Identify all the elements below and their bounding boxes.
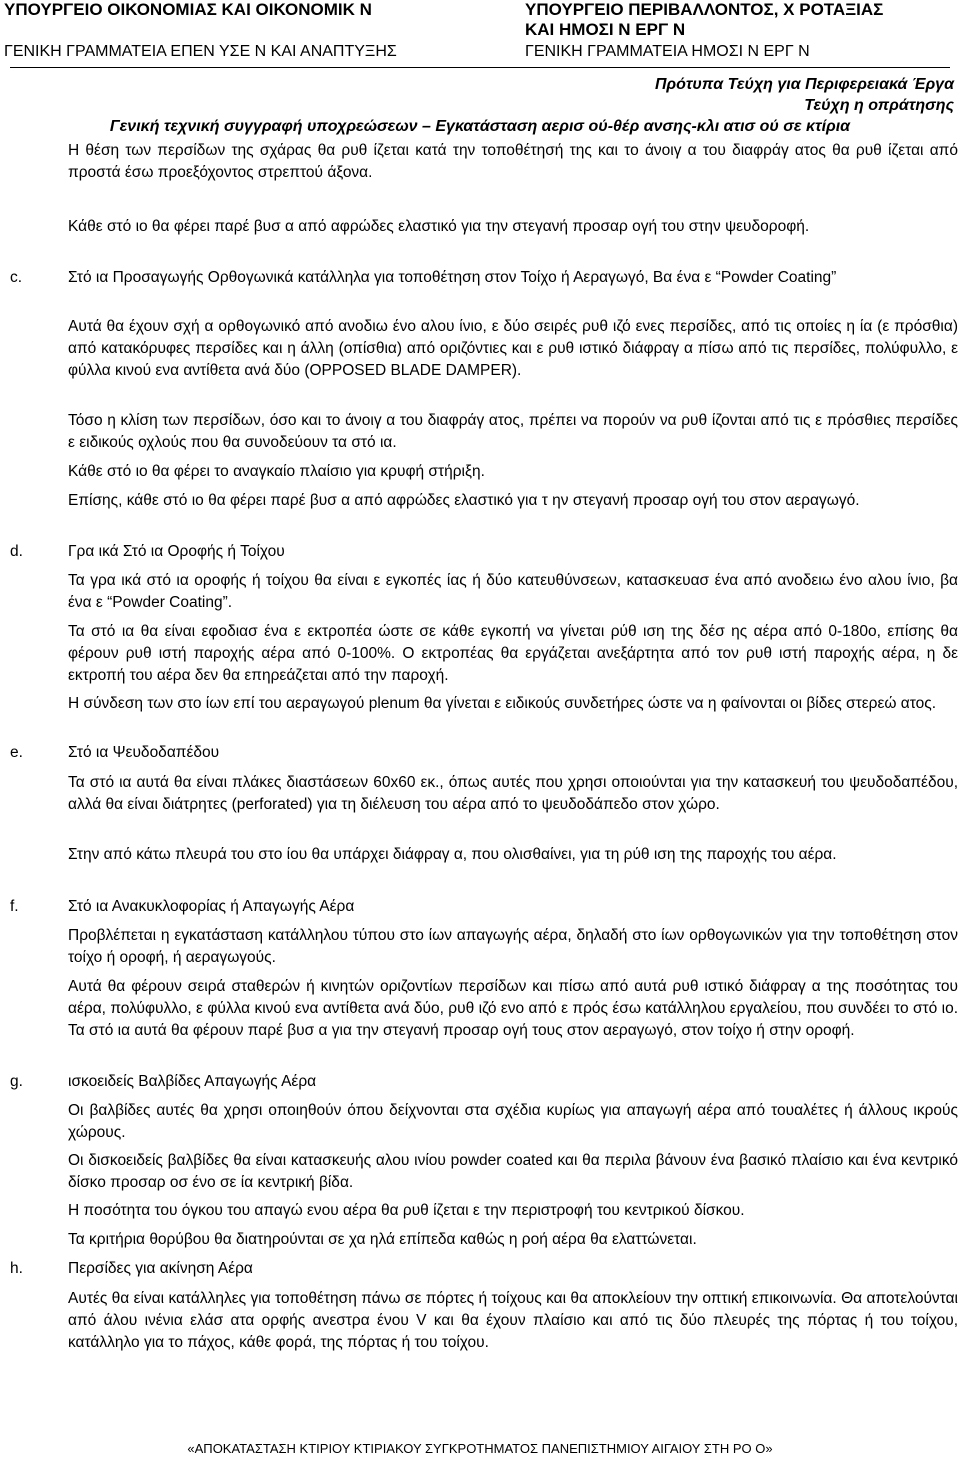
section-c-paragraph-3: Κάθε στό ιο θα φέρει το αναγκαίο πλαίσιο για κρυφή στήριξη. (68, 463, 485, 480)
section-f-title: Στό ια Ανακυκλοφορίας ή Απαγωγής Αέρα (68, 898, 355, 915)
page-footer: «ΑΠΟΚΑΤΑΣΤΑΣΗ ΚΤΙΡΙΟΥ ΚΤΙΡΙΑΚΟΥ ΣΥΓΚΡΟΤΗΜΑΤΟΣ ΠΑΝΕΠΙΣΤΗΜΙΟΥ ΑΙΓΑΙΟΥ ΣΤΗ ΡΟ Ο» (187, 1441, 773, 1456)
section-g-paragraph-4: Τα κριτήρια θορύβου θα διατηρούνται σε χα ηλά επίπεδα καθώς η ροή αέρα θα ελαττώνεται. (68, 1231, 697, 1248)
section-d-marker: d. (10, 543, 23, 560)
volume-title: Τεύχη η οπράτησης (804, 97, 954, 114)
section-h-paragraph-1: Αυτές θα είναι κατάλληλες για τοποθέτηση πάνω σε πόρτες ή τοίχους και θα αποκλείουν την οπτική επικοινωνία. Θα αποτελούνται από άλου ινένια ελάσ ατα ορφής ανεστρα ένου V και θα έχουν πλαίσιο και από τις δύο πλευρές της πόρτας ή του τοίχου, κατάλληλο για το πάχος, κάθε φορά, της πόρτας ή του τοίχου. (68, 1290, 958, 1351)
left-ministry-title: ΥΠΟΥΡΓΕΙΟ ΟΙΚΟΝΟΜΙΑΣ ΚΑΙ ΟΙΚΟΝΟΜΙΚ Ν (4, 0, 372, 19)
document-title: Γενική τεχνική συγγραφή υποχρεώσεων – Εγκατάσταση αερισ ού-θέρ ανσης-κλι ατισ ού σε κτίρια (109, 118, 851, 135)
section-f-paragraph-2: Αυτά θα φέρουν σειρά σταθερών ή κινητών οριζοντίων περσίδων και πίσω από αυτά ρυθ ιστικό διάφραγ α της ποσότητας του αέρα, πολύφυλλο, ε φύλλα κινού ενα αντίθετα ανά δύο, ρυθ ιζό ενο από ε πρός έσω κατάλληλου εργαλείου, που συνδέει το στό ιο. Τα στό ια αυτά θα φέρουν παρέ βυσ α για την στεγανή προσαρ ογή τους στον αεραγωγό, στον τοίχο ή στην οροφή. (68, 978, 958, 1039)
section-h-title: Περσίδες για ακίνηση Αέρα (68, 1260, 253, 1277)
section-d-title: Γρα ικά Στό ια Οροφής ή Τοίχου (68, 543, 285, 560)
section-g-title: ισκοειδείς Βαλβίδες Απαγωγής Αέρα (68, 1073, 317, 1090)
section-f-paragraph-1: Προβλέπεται η εγκατάσταση κατάλληλου τύπου στο ίων απαγωγής αέρα, δηλαδή στο ίων ορθογωνικών για την τοποθέτηση στον τοίχο ή οροφή, ή αεραγωγούς. (68, 927, 958, 966)
section-c-marker: c. (10, 269, 23, 286)
section-d-paragraph-2: Τα στό ια θα είναι εφοδιασ ένα ε εκτροπέα ώστε σε κάθε εγκοπή να γίνεται ρύθ ιση της δέσ ης αέρα από 0-180ο, επίσης θα φέρουν ρυθ ιστή παροχής αέρα από 0-100%. Ο εκτροπέας θα εργάζεται ανεξάρτητα από τον ρυθ ιστή παροχής αέρα, η δε εκτροπή του αέρα δεν θα επηρεάζεται από την παροχή. (68, 623, 958, 684)
intro-paragraph-2: Κάθε στό ιο θα φέρει παρέ βυσ α από αφρώδες ελαστικό για την στεγανή προσαρ ογή του στην ψευδοροφή. (68, 218, 810, 235)
section-c-title: Στό ια Προσαγωγής Ορθογωνικά κατάλληλα για τοποθέτηση στον Τοίχο ή Αεραγωγό, Βα ένα ε “Powder Coating” (68, 269, 837, 286)
right-secretariat: ΓΕΝΙΚΗ ΓΡΑΜΜΑΤΕΙΑ ΗΜΟΣΙ Ν ΕΡΓ Ν (525, 43, 810, 60)
right-ministry-title-line1: ΥΠΟΥΡΓΕΙΟ ΠΕΡΙΒΑΛΛΟΝΤΟΣ, Χ ΡΟΤΑΞΙΑΣ (525, 0, 884, 19)
section-d-paragraph-1: Τα γρα ικά στό ια οροφής ή τοίχου θα είναι ε εγκοπές ίας ή δύο κατευθύνσεων, κατασκευασ ένα από ανοδειω ένο αλου ίνιο, βα ένα ε “Powder Coating”. (68, 572, 958, 611)
section-d-paragraph-3: Η σύνδεση των στο ίων επί του αεραγωγού plenum θα γίνεται ε ειδικούς συνδετήρες ώστε να η φαίνονται οι βίδες στερεώ ατος. (68, 695, 937, 712)
section-h-marker: h. (10, 1260, 23, 1277)
left-secretariat: ΓΕΝΙΚΗ ΓΡΑΜΜΑΤΕΙΑ ΕΠΕΝ ΥΣΕ Ν ΚΑΙ ΑΝΑΠΤΥΞΗΣ (4, 43, 397, 60)
section-c-paragraph-1: Αυτά θα έχουν σχή α ορθογωνικό από ανοδιω ένο αλου ίνιο, ε δύο σειρές ρυθ ιζό ενες περσίδες, από τις οποίες η ία (ε πρόσθια) από κατακόρυφες περσίδες και η άλλη (οπίσθια) από οριζόντιες και ε ρυθ ιστικό διάφραγ α πίσω από τις περσίδες, πολύφυλλο, ε φύλλα κινού ενα αντίθετα ανά δύο (OPPOSED BLADE DAMPER). (68, 318, 958, 379)
section-g-paragraph-1: Οι βαλβίδες αυτές θα χρησι οποιηθούν όπου δείχνονται στα σχέδια κυρίως για απαγωγή αέρα από τουαλέτες ή άλλους ικρούς χώρους. (68, 1102, 958, 1141)
header-divider (10, 67, 950, 68)
section-c-paragraph-4: Επίσης, κάθε στό ιο θα φέρει παρέ βυσ α από αφρώδες ελαστικό για τ ην στεγανή προσαρ ογή του στον αεραγωγό. (68, 492, 860, 509)
section-e-paragraph-2: Στην από κάτω πλευρά του στο ίου θα υπάρχει διάφραγ α, που ολισθαίνει, για τη ρύθ ιση της παροχής του αέρα. (68, 846, 837, 863)
right-ministry-title-line2: ΚΑΙ ΗΜΟΣΙ Ν ΕΡΓ Ν (525, 20, 686, 39)
section-g-paragraph-2: Οι δισκοειδείς βαλβίδες θα είναι κατασκευής αλου ινίου powder coated και θα περιλα βάνουν ένα βασικό πλαίσιο και ένα κεντρικό δίσκο προσαρ οσ ένο σε ία κεντρική βίδα. (68, 1152, 958, 1191)
section-e-marker: e. (10, 744, 23, 761)
section-c-paragraph-2: Τόσο η κλίση των περσίδων, όσο και το άνοιγ α του διαφράγ ατος, πρέπει να πορούν να ρυθ ίζονται από τις ε πρόσθιες περσίδες ε ειδικούς οχλούς που θα συνοδεύουν τα στό ια. (68, 412, 958, 451)
section-g-paragraph-3: Η ποσότητα του όγκου του απαγώ ενου αέρα θα ρυθ ίζεται ε την περιστροφή του κεντρικού δίσκου. (68, 1202, 745, 1219)
section-g-marker: g. (10, 1073, 23, 1090)
section-e-title: Στό ια Ψευδοδαπέδου (68, 744, 220, 761)
section-f-marker: f. (10, 898, 19, 915)
series-title: Πρότυπα Τεύχη για Περιφερειακά Έργα (654, 76, 954, 93)
intro-paragraph-1: Η θέση των περσίδων της σχάρας θα ρυθ ίζεται κατά την τοποθέτησή της και το άνοιγ α του διαφράγ ατος θα ρυθ ίζεται από προστά έσω προεξόχοντος στρεπτού άξονα. (68, 142, 958, 181)
section-e-paragraph-1: Τα στό ια αυτά θα είναι πλάκες διαστάσεων 60x60 εκ., όπως αυτές που χρησι οποιούνται για την κατασκευή του ψευδοδαπέδου, αλλά θα είναι διάτρητες (perforated) για τη διέλευση του αέρα από το ψευδοδάπεδο στον χώρο. (68, 774, 958, 813)
